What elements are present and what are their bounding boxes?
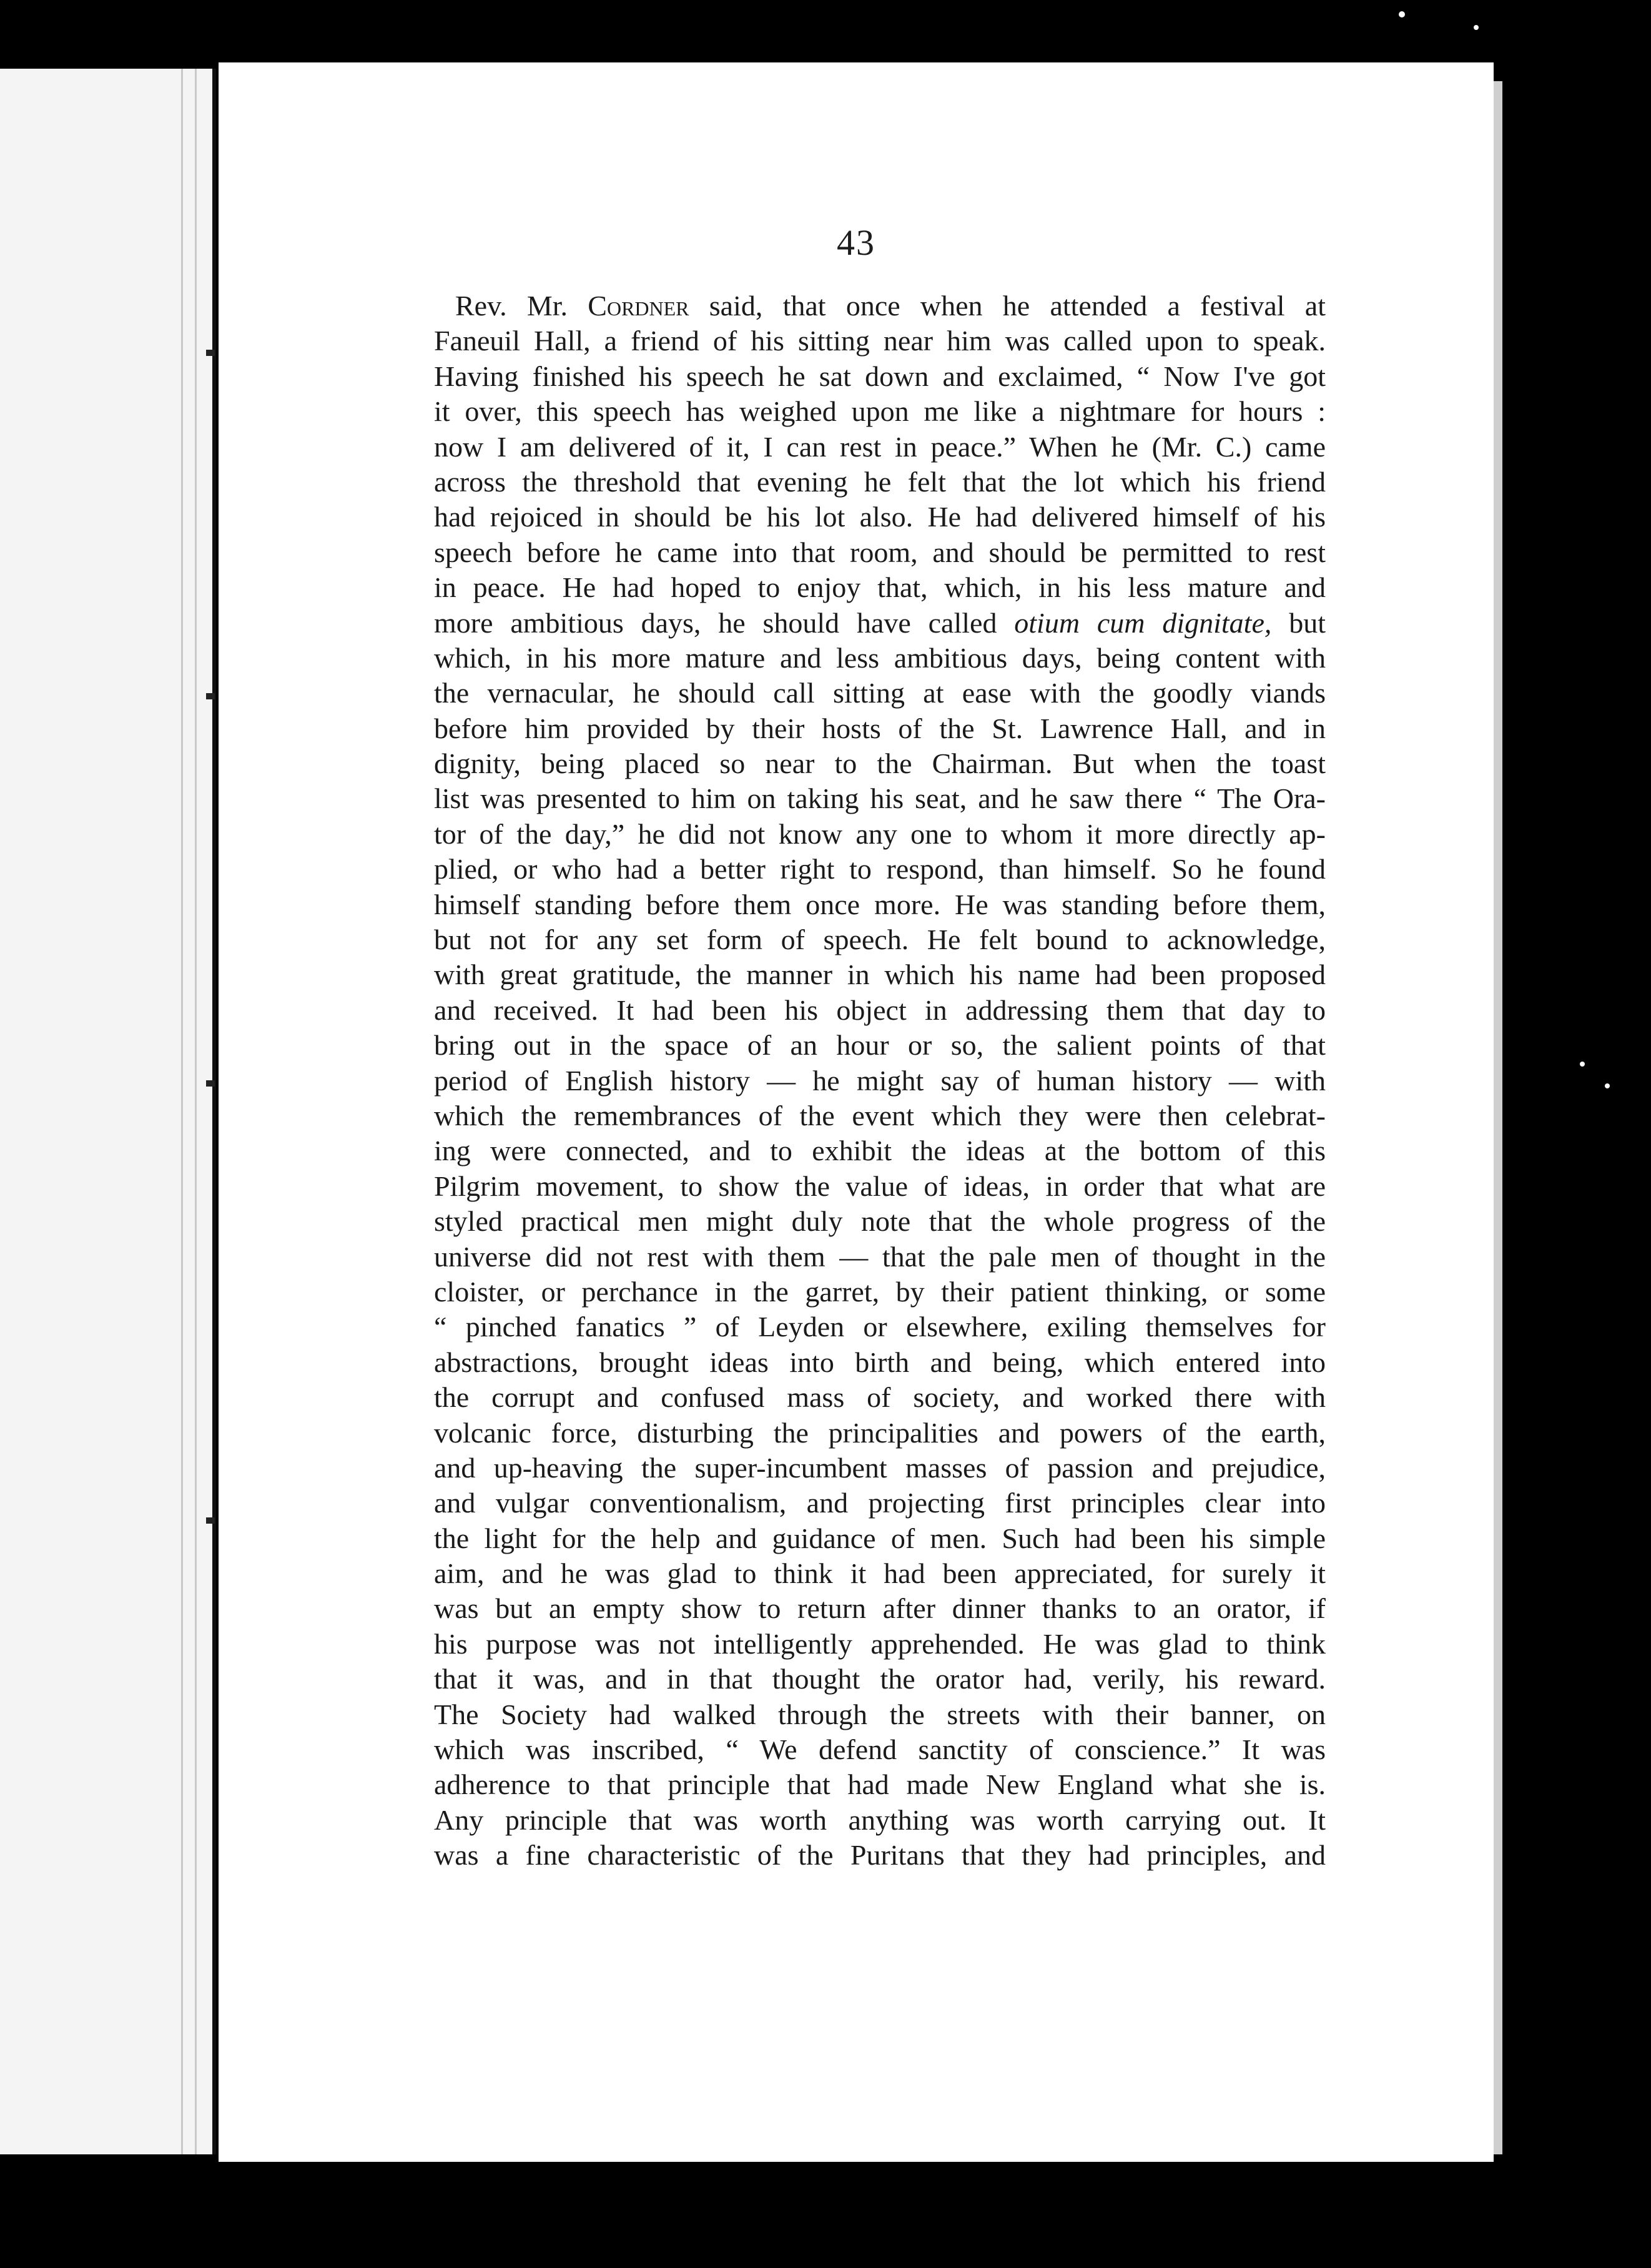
text-line: but not for any set form of speech. He felt bound to acknowledge, [434,924,1326,956]
text-line: had rejoiced in should be his lot also. He had delivered himself of his [434,501,1326,533]
scan-speck [1474,25,1479,30]
text-line: which was inscribed, “ We defend sanctity of conscience.” It was [434,1733,1326,1766]
text-line: which the remembrances of the event which they were then celebrat- [434,1099,1326,1132]
text-line: himself standing before them once more. He was standing before them, [434,888,1326,920]
text-run: Rev. Mr. [455,290,588,322]
page-fold-line [181,69,183,2154]
scan-speck [1580,1062,1585,1067]
text-line: the light for the help and guidance of men. Such had been his simple [434,1522,1326,1554]
text-line: across the threshold that evening he felt that the lot which his friend [434,465,1326,498]
binding-mark [206,693,215,699]
previous-page-edge [0,69,216,2154]
text-line: styled practical men might duly note that the whole progress of the [434,1205,1326,1238]
text-line: Having finished his speech he sat down and exclaimed, “ Now I've got [434,360,1326,392]
text-line: bring out in the space of an hour or so, the salient points of that [434,1029,1326,1062]
text-line: Pilgrim movement, to show the value of ideas, in order that what are [434,1170,1326,1202]
text-line [434,606,1326,641]
binding-mark [206,350,215,356]
text-line: in peace. He had hoped to enjoy that, which, in his less mature and [434,571,1326,604]
text-line: ing were connected, and to exhibit the ideas at the bottom of this [434,1135,1326,1167]
text-line: his purpose was not intelligently apprehended. He was glad to think [434,1627,1326,1660]
text-line: with great gratitude, the manner in which his name had been proposed [434,959,1326,991]
text-run: but [1271,606,1326,639]
text-line: Faneuil Hall, a friend of his sitting near him was called upon to speak. [434,325,1326,357]
text-line: was but an empty show to return after dinner thanks to an orator, if [434,1592,1326,1625]
text-line: the vernacular, he should call sitting at ease with the goodly viands [434,677,1326,709]
text-line: and received. It had been his object in addressing them that day to [434,993,1326,1026]
text-line: cloister, or perchance in the garret, by their patient thinking, or some [434,1275,1326,1308]
text-line: abstractions, brought ideas into birth and being, which entered into [434,1346,1326,1378]
page-fold-line [195,69,197,2154]
page-right-edge [1494,81,1502,2154]
text-line: before him provided by their hosts of the St. Lawrence Hall, and in [434,712,1326,744]
text-line [434,288,1326,323]
text-line: Any principle that was worth anything was worth carrying out. It [434,1803,1326,1836]
binding-mark [206,1080,215,1087]
text-line: period of English history — he might say of human history — with [434,1064,1326,1097]
text-line: which, in his more mature and less ambitious days, being content with [434,641,1326,674]
text-line: plied, or who had a better right to respond, than himself. So he found [434,853,1326,885]
text-line: “ pinched fanatics ” of Leyden or elsewhere, exiling themselves for [434,1311,1326,1343]
page-number: 43 [837,222,875,263]
text-line: adherence to that principle that had made New England what she is. [434,1768,1326,1801]
text-line: universe did not rest with them — that the pale men of thought in the [434,1240,1326,1273]
page-body-text [434,288,1326,1873]
text-line: The Society had walked through the streets with their banner, on [434,1698,1326,1730]
text-line: aim, and he was glad to think it had been appreciated, for surely it [434,1557,1326,1590]
text-run: said, that once when he attended a festival at [689,290,1326,322]
binding-mark [206,1517,215,1524]
text-line: dignity, being placed so near to the Chairman. But when the toast [434,747,1326,780]
text-line: and vulgar conventionalism, and projecting first principles clear into [434,1487,1326,1519]
text-line: that it was, and in that thought the orator had, verily, his reward. [434,1663,1326,1695]
text-line: tor of the day,” he did not know any one to whom it more directly ap- [434,817,1326,850]
text-run: more ambitious days, he should have called [434,606,1015,639]
book-page [219,62,1494,2162]
latin-phrase: otium cum dignitate, [1014,606,1272,639]
text-line: list was presented to him on taking his seat, and he saw there “ The Ora- [434,782,1326,815]
speaker-name: Cordner [588,290,689,322]
text-line: speech before he came into that room, and should be permitted to rest [434,536,1326,568]
scan-speck [1605,1083,1610,1088]
text-line: volcanic force, disturbing the principalities and powers of the earth, [434,1416,1326,1449]
text-line: the corrupt and confused mass of society, and worked there with [434,1381,1326,1414]
text-line: was a fine characteristic of the Puritans that they had principles, and [434,1839,1326,1871]
text-line: and up-heaving the super-incumbent masses of passion and prejudice, [434,1451,1326,1484]
scan-speck [1399,11,1405,17]
text-line: it over, this speech has weighed upon me like a nightmare for hours : [434,395,1326,428]
text-line: now I am delivered of it, I can rest in peace.” When he (Mr. C.) came [434,430,1326,463]
